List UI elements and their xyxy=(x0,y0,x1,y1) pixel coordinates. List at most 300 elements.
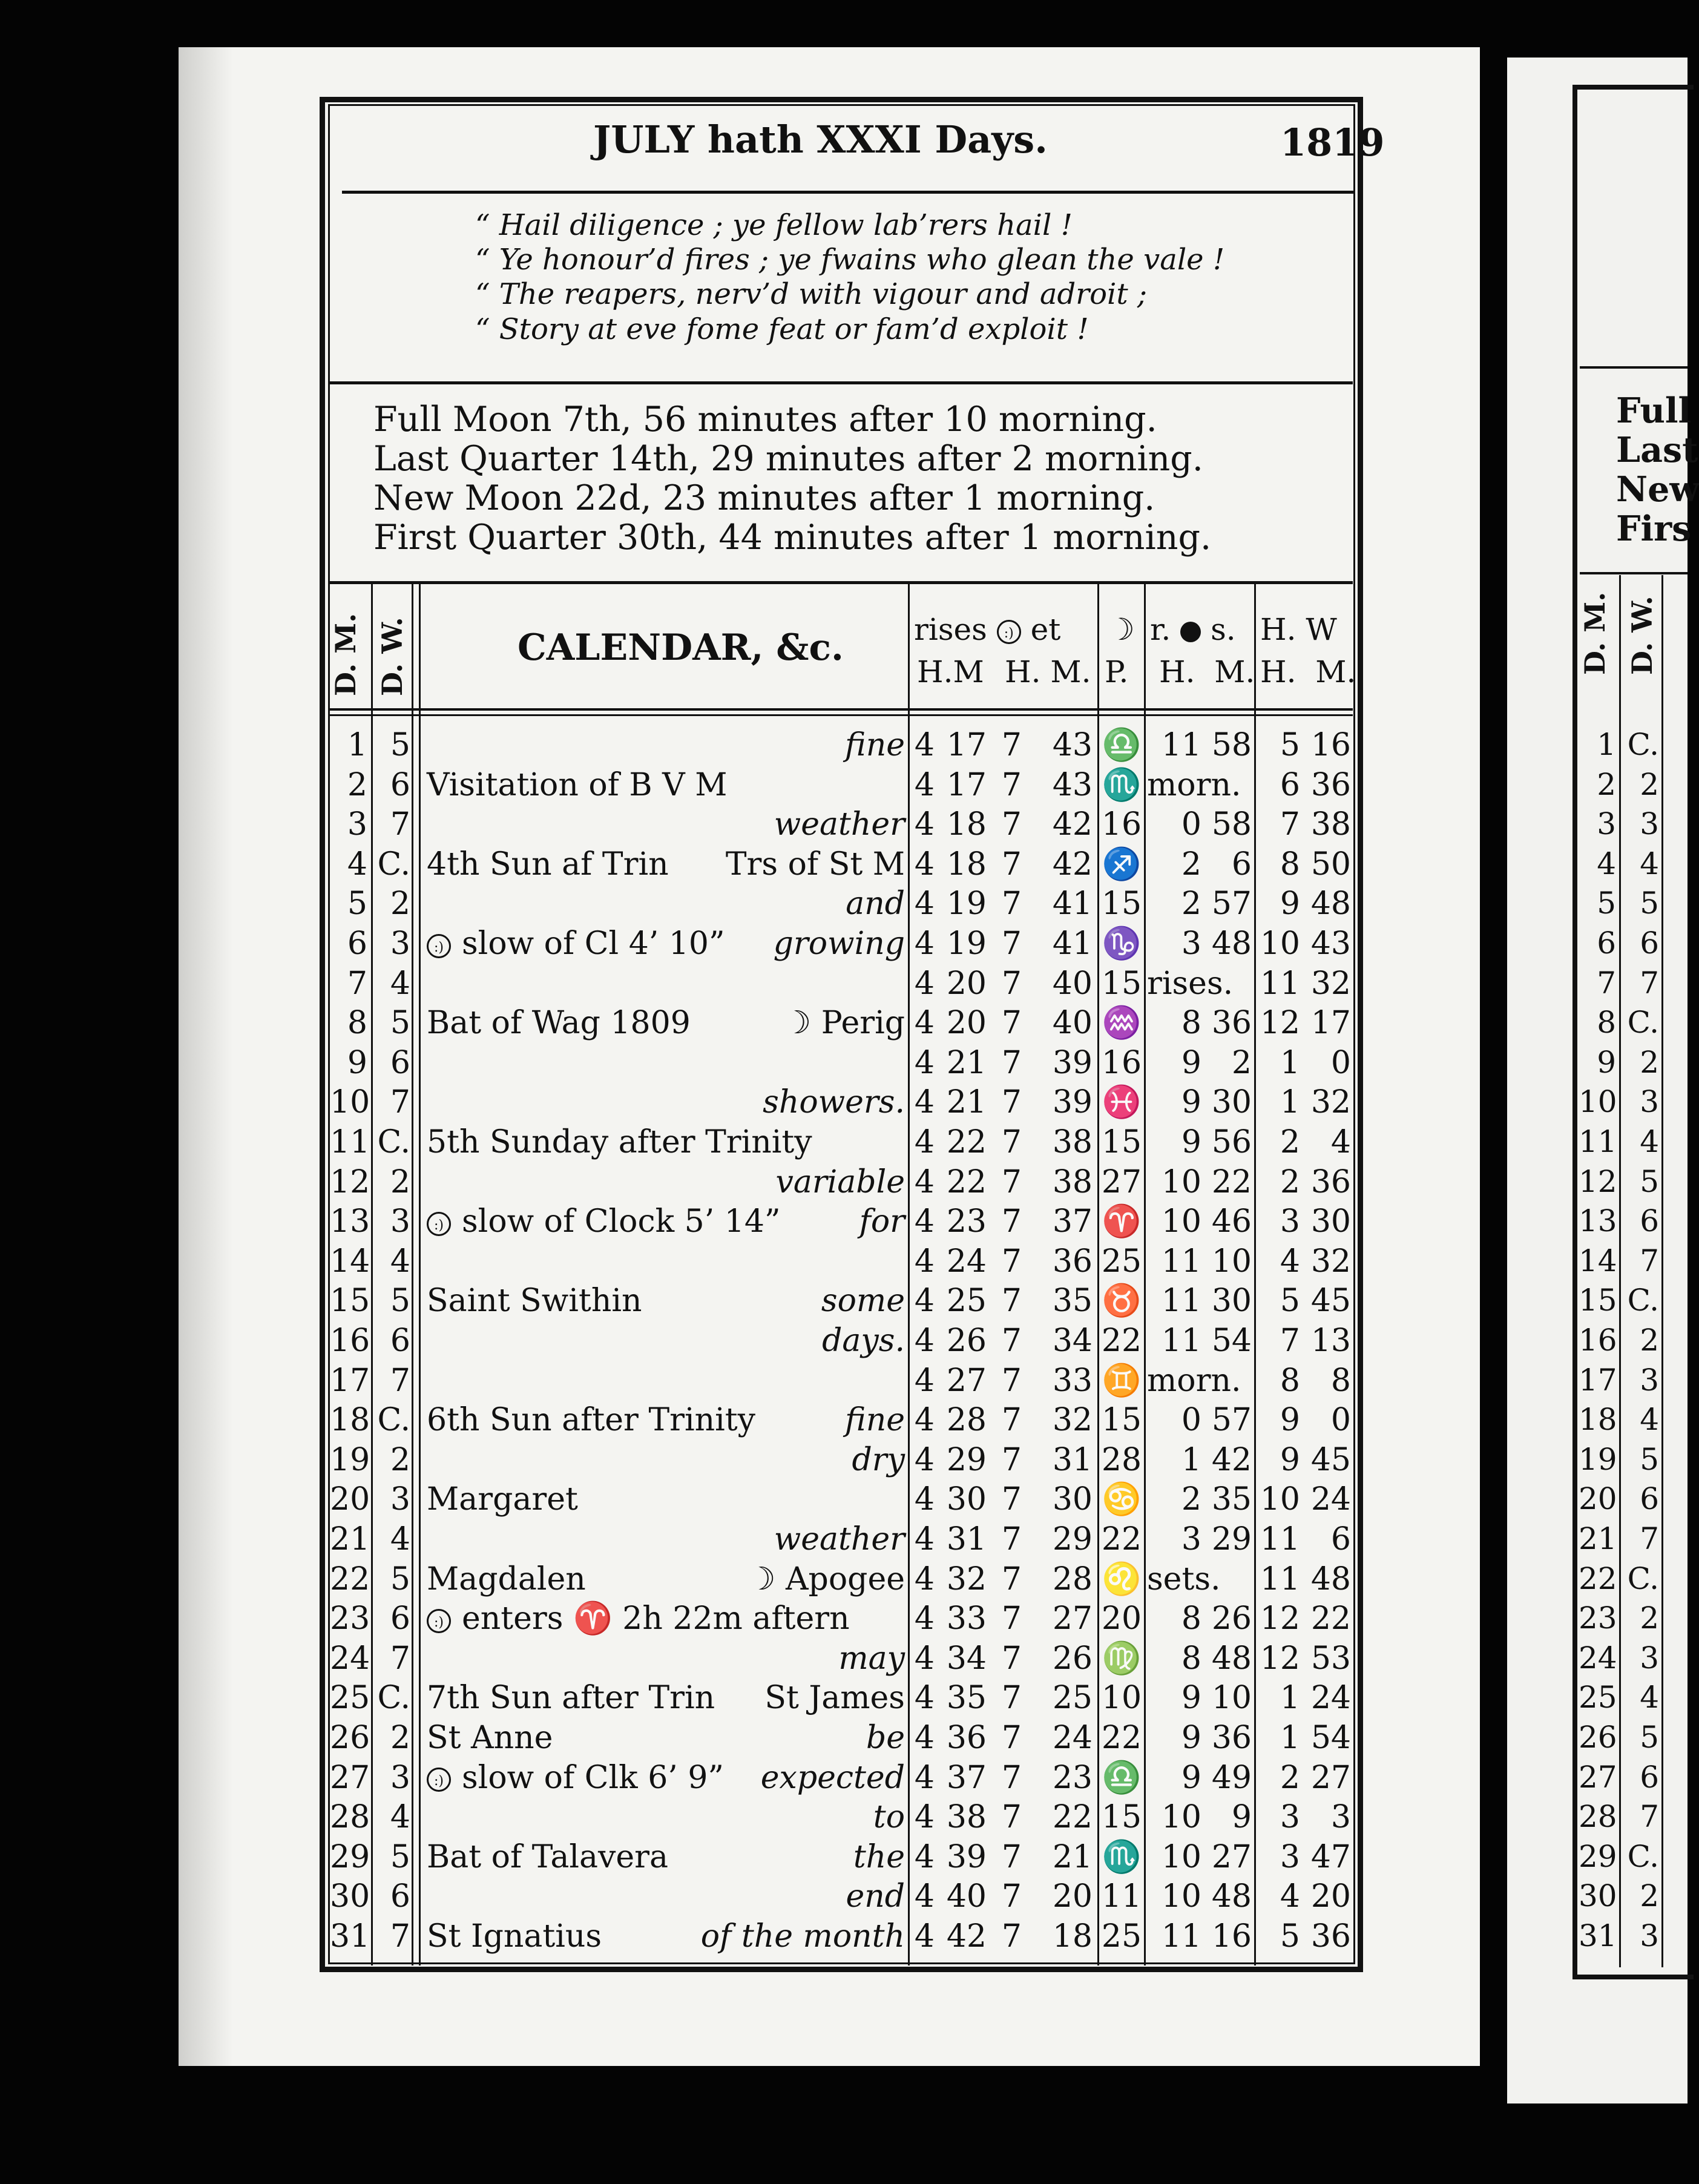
day-of-week: 2 xyxy=(1640,766,1659,802)
day-of-week: 3 xyxy=(1640,1918,1659,1953)
header-high-water-hm: H. M. xyxy=(1260,654,1356,689)
sunrise-minute: 19 xyxy=(946,886,987,923)
day-of-month: 22 xyxy=(330,1561,370,1597)
day-of-month: 2 xyxy=(1597,766,1616,802)
moonrise-minute: 22 xyxy=(1211,1163,1252,1200)
high-water-hour: 2 xyxy=(1280,1759,1300,1796)
sunrise-hour: 4 xyxy=(914,1441,935,1478)
sun-icon: :) xyxy=(997,620,1021,644)
moonrise-minute: 58 xyxy=(1211,727,1252,763)
sun-icon: :) xyxy=(427,934,451,958)
high-water-hour: 2 xyxy=(1280,1163,1300,1200)
sunset-hour: 7 xyxy=(1001,1640,1022,1677)
table-header-rule xyxy=(330,708,1353,711)
moon-place: 22 xyxy=(1101,1720,1142,1756)
day-of-month: 17 xyxy=(1579,1362,1617,1398)
day-of-month: 4 xyxy=(1597,846,1616,881)
moonrise-minute: 56 xyxy=(1211,1124,1252,1160)
high-water-minute: 48 xyxy=(1310,1561,1351,1597)
sunset-minute: 42 xyxy=(1052,846,1093,883)
moonrise-hour: 11 xyxy=(1161,1323,1201,1359)
day-of-week: 4 xyxy=(1640,1124,1659,1159)
moonrise-hour: 2 xyxy=(1181,846,1201,883)
weather-note: St James xyxy=(764,1680,905,1717)
day-of-month: 5 xyxy=(1597,886,1616,921)
day-of-week: 4 xyxy=(390,965,410,1002)
moonrise-minute: 36 xyxy=(1211,1720,1252,1756)
high-water-hour: 11 xyxy=(1260,965,1300,1002)
next-page-header-dw: D. W. xyxy=(1626,596,1658,675)
sunrise-minute: 35 xyxy=(946,1680,987,1717)
sunrise-minute: 40 xyxy=(946,1878,987,1915)
high-water-hour: 12 xyxy=(1260,1640,1300,1677)
sunset-hour: 7 xyxy=(1001,1243,1022,1280)
high-water-minute: 16 xyxy=(1310,727,1351,763)
sunset-minute: 33 xyxy=(1052,1362,1093,1399)
moonrise-hour: 10 xyxy=(1161,1203,1201,1240)
day-of-week: 5 xyxy=(390,1561,410,1597)
high-water-minute: 3 xyxy=(1330,1799,1351,1836)
month-title: JULY hath XXXI Days. xyxy=(593,117,1048,162)
moon-place: 15 xyxy=(1101,965,1142,1002)
moon-place: ♎ xyxy=(1102,727,1142,763)
high-water-hour: 11 xyxy=(1260,1521,1300,1557)
header-moonrise-hm: H. M. xyxy=(1159,654,1255,689)
day-of-month: 31 xyxy=(1579,1918,1617,1953)
year-label: 1819 xyxy=(1280,120,1385,165)
next-col-rule xyxy=(1619,575,1621,1967)
high-water-minute: 13 xyxy=(1310,1323,1351,1359)
poem-line: “ The reapers, nerv’d with vigour and adroit ; xyxy=(475,277,1148,311)
sunrise-hour: 4 xyxy=(914,1640,935,1677)
sunrise-minute: 26 xyxy=(946,1323,987,1359)
weather-note: weather xyxy=(774,1521,905,1557)
high-water-hour: 1 xyxy=(1280,1044,1300,1081)
next-col-rule2 xyxy=(1661,575,1663,1967)
moonrise-minute: 9 xyxy=(1231,1799,1252,1836)
weather-note: dry xyxy=(852,1441,905,1478)
weather-note: be xyxy=(866,1720,905,1756)
high-water-minute: 48 xyxy=(1310,886,1351,923)
weather-note: Trs of St M xyxy=(725,846,905,883)
high-water-hour: 5 xyxy=(1280,727,1300,763)
moonrise-hour: 11 xyxy=(1161,727,1201,763)
next-page-rule xyxy=(1580,366,1687,369)
calendar-event xyxy=(427,1005,691,1042)
day-of-month: 23 xyxy=(1579,1600,1617,1636)
weather-note: ☽ Apogee xyxy=(747,1561,905,1597)
calendar-event-text: 5th Sunday after Trinity xyxy=(427,1124,812,1160)
moonrise-hour: 3 xyxy=(1181,926,1201,962)
sunset-minute: 40 xyxy=(1052,1005,1093,1042)
high-water-minute: 22 xyxy=(1310,1600,1351,1637)
next-page-moon-line: Last xyxy=(1616,430,1698,470)
sunrise-minute: 20 xyxy=(946,1005,987,1042)
day-of-week: C. xyxy=(1627,727,1659,762)
high-water-minute: 17 xyxy=(1310,1005,1351,1042)
day-of-week: 7 xyxy=(390,806,410,843)
day-of-week: C. xyxy=(1627,1283,1659,1318)
high-water-hour: 1 xyxy=(1280,1720,1300,1756)
next-page-moon-line: Full xyxy=(1616,390,1692,431)
header-day-of-month: D. M. xyxy=(329,613,362,696)
day-of-month: 22 xyxy=(1579,1561,1617,1596)
sunset-minute: 38 xyxy=(1052,1163,1093,1200)
day-of-week: C. xyxy=(1627,1561,1659,1596)
high-water-minute: 47 xyxy=(1310,1838,1351,1875)
day-of-week: 2 xyxy=(1640,1044,1659,1080)
sun-icon: :) xyxy=(427,1212,451,1236)
calendar-event-text: St Ignatius xyxy=(427,1918,602,1955)
moonrise-hour: 11 xyxy=(1161,1283,1201,1320)
poem-rule xyxy=(330,381,1353,384)
moonrise-hour: morn. xyxy=(1147,1362,1241,1399)
day-of-month: 11 xyxy=(330,1124,370,1160)
sunrise-minute: 37 xyxy=(946,1759,987,1796)
sunset-minute: 26 xyxy=(1052,1640,1093,1677)
sunrise-hour: 4 xyxy=(914,1203,935,1240)
weather-note: weather xyxy=(774,806,905,843)
poem-line: “ Ye honour’d fires ; ye fwains who glean the vale ! xyxy=(475,243,1225,277)
day-of-month: 10 xyxy=(1579,1084,1617,1120)
high-water-minute: 32 xyxy=(1310,965,1351,1002)
moonrise-minute: 49 xyxy=(1211,1759,1252,1796)
day-of-week: 6 xyxy=(390,766,410,803)
sunset-minute: 24 xyxy=(1052,1720,1093,1756)
high-water-minute: 54 xyxy=(1310,1720,1351,1756)
high-water-hour: 7 xyxy=(1280,1323,1300,1359)
day-of-month: 19 xyxy=(330,1441,370,1478)
day-of-week: 7 xyxy=(390,1084,410,1121)
sunset-minute: 18 xyxy=(1052,1918,1093,1955)
sunset-hour: 7 xyxy=(1001,965,1022,1002)
moonrise-minute: 26 xyxy=(1211,1600,1252,1637)
high-water-hour: 3 xyxy=(1280,1203,1300,1240)
day-of-week: 2 xyxy=(390,1163,410,1200)
next-page-moon-line: Firs xyxy=(1616,508,1692,549)
moonrise-hour: 9 xyxy=(1181,1044,1201,1081)
day-of-month: 6 xyxy=(347,926,367,962)
high-water-hour: 4 xyxy=(1280,1878,1300,1915)
day-of-month: 16 xyxy=(1579,1323,1617,1358)
moonrise-minute: 36 xyxy=(1211,1005,1252,1042)
sunrise-minute: 30 xyxy=(946,1481,987,1518)
day-of-week: 7 xyxy=(1640,965,1659,1001)
high-water-minute: 0 xyxy=(1330,1402,1351,1439)
sunrise-hour: 4 xyxy=(914,1163,935,1200)
moonrise-minute: 35 xyxy=(1211,1481,1252,1518)
moonrise-hour: rises. xyxy=(1147,965,1234,1002)
sunrise-minute: 18 xyxy=(946,846,987,883)
high-water-hour: 8 xyxy=(1280,1362,1300,1399)
col-rule-calendar xyxy=(908,582,910,1965)
sunrise-hour: 4 xyxy=(914,1402,935,1439)
high-water-hour: 12 xyxy=(1260,1005,1300,1042)
high-water-minute: 6 xyxy=(1330,1521,1351,1557)
high-water-minute: 36 xyxy=(1310,1918,1351,1955)
weather-note: fine xyxy=(845,1402,905,1439)
day-of-week: 2 xyxy=(390,1441,410,1478)
moon-place: ♌ xyxy=(1102,1561,1142,1597)
moonrise-hour: 9 xyxy=(1181,1680,1201,1717)
high-water-minute: 0 xyxy=(1330,1044,1351,1081)
weather-note: variable xyxy=(775,1163,905,1200)
moonrise-minute: 10 xyxy=(1211,1680,1252,1717)
sunset-minute: 39 xyxy=(1052,1084,1093,1121)
high-water-hour: 3 xyxy=(1280,1799,1300,1836)
day-of-month: 14 xyxy=(1579,1243,1617,1278)
header-moon-sign: ☽ xyxy=(1108,612,1135,647)
moon-place: 15 xyxy=(1101,1402,1142,1439)
sunrise-hour: 4 xyxy=(914,1561,935,1597)
sunrise-hour: 4 xyxy=(914,1521,935,1557)
col-rule-dw xyxy=(412,582,413,1965)
sunrise-hour: 4 xyxy=(914,926,935,962)
calendar-event xyxy=(427,766,728,803)
day-of-month: 1 xyxy=(1597,727,1616,762)
sunset-minute: 25 xyxy=(1052,1680,1093,1717)
weather-note: to xyxy=(873,1799,905,1836)
moonrise-minute: 27 xyxy=(1211,1838,1252,1875)
poem-line: “ Hail diligence ; ye fellow lab’rers hail ! xyxy=(475,208,1073,242)
calendar-event xyxy=(427,1680,715,1717)
sunset-minute: 40 xyxy=(1052,965,1093,1002)
day-of-week: C. xyxy=(377,1402,410,1439)
day-of-week: 3 xyxy=(390,1203,410,1240)
high-water-hour: 9 xyxy=(1280,1402,1300,1439)
sunset-minute: 29 xyxy=(1052,1521,1093,1557)
day-of-week: 2 xyxy=(1640,1600,1659,1636)
moonrise-hour: 9 xyxy=(1181,1720,1201,1756)
moonrise-hour: 2 xyxy=(1181,1481,1201,1518)
sunrise-hour: 4 xyxy=(914,886,935,923)
col-rule-dw2 xyxy=(419,582,421,1965)
moonrise-hour: 0 xyxy=(1181,1402,1201,1439)
sunset-minute: 39 xyxy=(1052,1044,1093,1081)
calendar-event-text: Bat of Talavera xyxy=(427,1838,669,1875)
day-of-week: 5 xyxy=(390,1838,410,1875)
day-of-week: 7 xyxy=(390,1640,410,1677)
sunrise-hour: 4 xyxy=(914,965,935,1002)
high-water-minute: 30 xyxy=(1310,1203,1351,1240)
moon-phase-line: Last Quarter 14th, 29 minutes after 2 morning. xyxy=(373,439,1203,479)
weather-note: ☽ Perig xyxy=(783,1005,905,1042)
moon-place: ♉ xyxy=(1102,1283,1142,1320)
moon-place: ♋ xyxy=(1102,1481,1142,1518)
weather-note: of the month xyxy=(700,1918,905,1955)
moonrise-hour: 0 xyxy=(1181,806,1201,843)
day-of-month: 27 xyxy=(330,1759,370,1796)
moon-place: 25 xyxy=(1101,1918,1142,1955)
moon-place: ♐ xyxy=(1102,846,1142,883)
day-of-week: 2 xyxy=(390,886,410,923)
calendar-event-text: Margaret xyxy=(427,1481,578,1518)
day-of-week: 3 xyxy=(1640,1084,1659,1120)
calendar-event xyxy=(427,846,669,883)
high-water-hour: 1 xyxy=(1280,1680,1300,1717)
sunset-minute: 22 xyxy=(1052,1799,1093,1836)
high-water-minute: 45 xyxy=(1310,1283,1351,1320)
sunrise-minute: 34 xyxy=(946,1640,987,1677)
sunrise-hour: 4 xyxy=(914,1124,935,1160)
sunset-hour: 7 xyxy=(1001,1720,1022,1756)
sunset-hour: 7 xyxy=(1001,1362,1022,1399)
weather-note: for xyxy=(859,1203,905,1240)
day-of-month: 20 xyxy=(1579,1481,1617,1517)
moon-place: ♏ xyxy=(1102,1838,1142,1875)
sunrise-minute: 17 xyxy=(946,727,987,763)
sunset-hour: 7 xyxy=(1001,727,1022,763)
moonrise-minute: 54 xyxy=(1211,1323,1252,1359)
moon-phase-line: Full Moon 7th, 56 minutes after 10 morning. xyxy=(373,400,1157,439)
day-of-week: 6 xyxy=(1640,1759,1659,1795)
calendar-event-text: Magdalen xyxy=(427,1561,586,1597)
header-moonrise xyxy=(1150,614,1236,645)
sunrise-minute: 17 xyxy=(946,766,987,803)
sunset-minute: 43 xyxy=(1052,766,1093,803)
sunset-minute: 37 xyxy=(1052,1203,1093,1240)
moonrise-hour: 2 xyxy=(1181,886,1201,923)
calendar-event xyxy=(427,1283,642,1320)
day-of-week: 5 xyxy=(1640,1441,1659,1477)
day-of-week: 5 xyxy=(390,1283,410,1320)
day-of-week: 2 xyxy=(1640,1323,1659,1358)
sunset-minute: 34 xyxy=(1052,1323,1093,1359)
sunset-hour: 7 xyxy=(1001,1124,1022,1160)
day-of-week: 3 xyxy=(1640,1640,1659,1676)
sunset-hour: 7 xyxy=(1001,1680,1022,1717)
sunset-hour: 7 xyxy=(1001,806,1022,843)
day-of-week: 4 xyxy=(1640,846,1659,881)
moon-phase-line: First Quarter 30th, 44 minutes after 1 morning. xyxy=(373,518,1212,558)
day-of-month: 3 xyxy=(1597,806,1616,842)
sunrise-minute: 22 xyxy=(946,1163,987,1200)
weather-note: some xyxy=(821,1283,905,1320)
moonrise-minute: 58 xyxy=(1211,806,1252,843)
high-water-minute: 20 xyxy=(1310,1878,1351,1915)
day-of-week: 2 xyxy=(390,1720,410,1756)
high-water-minute: 24 xyxy=(1310,1481,1351,1518)
sunrise-minute: 27 xyxy=(946,1362,987,1399)
sunrise-hour: 4 xyxy=(914,1680,935,1717)
day-of-month: 8 xyxy=(1597,1005,1616,1041)
day-of-month: 10 xyxy=(330,1084,370,1121)
moon-place: 10 xyxy=(1101,1680,1142,1717)
moon-place: ♑ xyxy=(1102,926,1142,962)
day-of-month: 5 xyxy=(347,886,367,923)
sunrise-hour: 4 xyxy=(914,1044,935,1081)
col-rule-sun xyxy=(1097,582,1099,1965)
next-page-moon-line: New xyxy=(1616,469,1699,510)
day-of-month: 12 xyxy=(1579,1163,1617,1199)
calendar-event xyxy=(427,1918,602,1955)
day-of-month: 12 xyxy=(330,1163,370,1200)
calendar-event xyxy=(427,1600,850,1637)
day-of-month: 26 xyxy=(330,1720,370,1756)
sunset-minute: 32 xyxy=(1052,1402,1093,1439)
sunset-minute: 35 xyxy=(1052,1283,1093,1320)
sunset-hour: 7 xyxy=(1001,1203,1022,1240)
day-of-month: 30 xyxy=(1579,1878,1617,1914)
moonrise-hour: 3 xyxy=(1181,1521,1201,1557)
calendar-event-text: Visitation of B V M xyxy=(427,766,728,803)
day-of-week: 3 xyxy=(390,1759,410,1796)
day-of-week: C. xyxy=(1627,1005,1659,1041)
sunrise-minute: 42 xyxy=(946,1918,987,1955)
day-of-month: 7 xyxy=(1597,965,1616,1001)
sunrise-hour: 4 xyxy=(914,1243,935,1280)
calendar-event xyxy=(427,1124,812,1160)
high-water-hour: 1 xyxy=(1280,1084,1300,1121)
moon-place: 16 xyxy=(1101,806,1142,843)
moon-place: 22 xyxy=(1101,1521,1142,1557)
sunrise-hour: 4 xyxy=(914,846,935,883)
day-of-week: 5 xyxy=(390,1005,410,1042)
day-of-week: 5 xyxy=(390,727,410,763)
moonrise-minute: 30 xyxy=(1211,1084,1252,1121)
day-of-month: 17 xyxy=(330,1362,370,1399)
sunrise-hour: 4 xyxy=(914,1600,935,1637)
calendar-event xyxy=(427,1838,669,1875)
sunset-hour: 7 xyxy=(1001,1481,1022,1518)
day-of-week: 6 xyxy=(1640,1203,1659,1239)
moon-place: 15 xyxy=(1101,1124,1142,1160)
day-of-month: 9 xyxy=(347,1044,367,1081)
high-water-minute: 4 xyxy=(1330,1124,1351,1160)
moon-place: ♒ xyxy=(1102,1005,1142,1042)
moon-place: 15 xyxy=(1101,886,1142,923)
day-of-month: 6 xyxy=(1597,926,1616,961)
sunrise-hour: 4 xyxy=(914,1005,935,1042)
moonrise-minute: 48 xyxy=(1211,1878,1252,1915)
high-water-minute: 50 xyxy=(1310,846,1351,883)
moonrise-minute: 16 xyxy=(1211,1918,1252,1955)
moon-place: 15 xyxy=(1101,1799,1142,1836)
day-of-week: 7 xyxy=(1640,1799,1659,1835)
day-of-month: 29 xyxy=(330,1838,370,1875)
moonrise-hour: 10 xyxy=(1161,1878,1201,1915)
moon-phase-line: New Moon 22d, 23 minutes after 1 morning. xyxy=(373,478,1155,518)
day-of-month: 23 xyxy=(330,1600,370,1637)
moon-place: ♏ xyxy=(1102,766,1142,803)
day-of-week: C. xyxy=(377,846,410,883)
sunrise-minute: 31 xyxy=(946,1521,987,1557)
sunrise-hour: 4 xyxy=(914,1799,935,1836)
weather-note: end xyxy=(846,1878,905,1915)
day-of-month: 20 xyxy=(330,1481,370,1518)
high-water-hour: 5 xyxy=(1280,1918,1300,1955)
moonrise-hour: 10 xyxy=(1161,1799,1201,1836)
day-of-month: 28 xyxy=(1579,1799,1617,1835)
sunrise-minute: 29 xyxy=(946,1441,987,1478)
sunrise-minute: 20 xyxy=(946,965,987,1002)
moonrise-minute: 2 xyxy=(1231,1044,1252,1081)
day-of-month: 25 xyxy=(330,1680,370,1717)
calendar-event-text: 6th Sun after Trinity xyxy=(427,1402,756,1439)
day-of-week: 6 xyxy=(390,1878,410,1915)
sunset-hour: 7 xyxy=(1001,1838,1022,1875)
high-water-hour: 8 xyxy=(1280,846,1300,883)
moonrise-minute: 46 xyxy=(1211,1203,1252,1240)
sunrise-minute: 32 xyxy=(946,1561,987,1597)
day-of-week: 4 xyxy=(390,1243,410,1280)
sunset-minute: 23 xyxy=(1052,1759,1093,1796)
calendar-event xyxy=(427,1203,781,1240)
sunset-minute: 21 xyxy=(1052,1838,1093,1875)
day-of-week: 3 xyxy=(390,1481,410,1518)
day-of-month: 19 xyxy=(1579,1441,1617,1477)
moonrise-hour: 1 xyxy=(1181,1441,1201,1478)
